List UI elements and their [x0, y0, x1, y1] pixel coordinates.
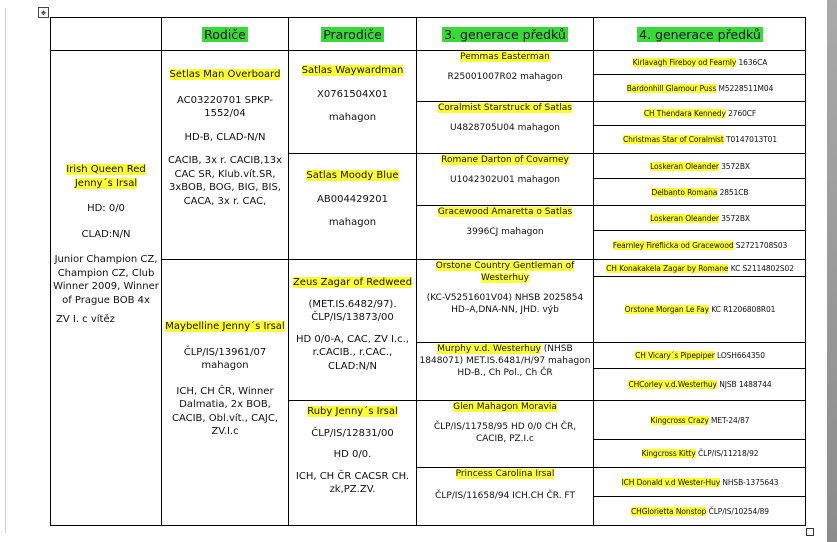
header-parents: Rodiče — [204, 26, 246, 42]
gen3-6: Murphy v.d. Westerhuy (NHSB 1848071) MET.IS.6481/H/97 mahagon HD-B., Ch Pol., Ch ČR — [419, 344, 591, 379]
gen3-3: Romane Darton of Covarney U1042302U01 mahagon — [441, 155, 569, 186]
subject-hd: HD: 0/0 — [87, 203, 125, 214]
dam-reg: ČLP/IS/13961/07 — [183, 346, 267, 358]
subject-cell — [53, 163, 159, 327]
gen4-13: Kingcross Crazy MET-24/87 — [650, 415, 750, 425]
gen4-16: CHGlorietta Nonstop ČLP/IS/10254/89 — [631, 507, 769, 516]
gen4-8: Fearnley Fireflicka od Gracewood S2721708S03 — [612, 240, 788, 250]
document-top-margin — [0, 0, 837, 5]
pedigree-table — [50, 17, 806, 526]
gen4-5: Loskeran Oleander 3572BX — [650, 161, 750, 171]
dam-cell — [163, 320, 287, 439]
gen4-12: CHCorley v.d.Westerhuy NJSB 1488744 — [628, 380, 772, 389]
header-gen4: 4. generace předků — [639, 26, 761, 42]
grandparent-2: Satlas Moody Blue AB004429201 mahagon — [306, 170, 399, 228]
gen4-14: Kingcross Kitty ČLP/IS/11218/92 — [641, 449, 759, 458]
subject-zv: ZV I. c vítěz — [56, 314, 115, 325]
page-margin-line — [5, 8, 6, 533]
subject-name: Irish Queen Red Jenny´s Irsal — [66, 164, 146, 189]
subject-titles: Junior Champion CZ, Champion CZ, Club Winner 2009, Winner of Prague BOB 4x — [53, 254, 159, 306]
gen4-1: Kirlavagh Fireboy od Fearnly 1636CA — [632, 58, 768, 67]
subject-clad: CLAD:N/N — [81, 228, 131, 240]
gen4-6: Delbanto Romana 2851CB — [651, 187, 749, 197]
gen4-11: CH Vicary´s Pipepiper LOSH664350 — [635, 351, 765, 360]
sire-health: HD-B, CLAD-N/N — [184, 131, 266, 143]
dam-color: mahagon — [201, 360, 249, 371]
gen4-9: CH Konakakela Zagar by Romane KC S2114802S02 — [606, 263, 794, 273]
gen4-3: CH Thendara Kennedy 2760CF — [643, 109, 757, 118]
gen3-8: Princess Carolina Irsal ČLP/IS/11658/94 ICH.CH ČR. FT — [435, 469, 575, 502]
table-move-handle-icon[interactable]: ✥ — [38, 7, 49, 18]
grandparent-1: Satlas Waywardman X0761504X01 mahagon — [301, 65, 404, 123]
gen4-10: Orstone Morgan Le Fay KC R1206808R01 — [624, 305, 776, 314]
gen4-7: Loskeran Oleander 3572BX — [650, 213, 750, 223]
sire-cell — [163, 68, 287, 208]
gen3-4: Gracewood Amaretta o Satlas 3996CJ mahagon — [437, 207, 573, 238]
sire-name: Setlas Man Overboard — [169, 69, 281, 80]
dam-titles: ICH, CH ČR, Winner Dalmatia, 2x BOB, CACIB, Obl.vít., CAJC, ZV.I.c — [171, 385, 279, 437]
grandparent-4: Ruby Jenny´s Irsal ČLP/IS/12831/00 HD 0/0. ICH, CH ČR CACSR CH. zk,PZ.ZV. — [295, 406, 410, 495]
gen3-5: Orstone Country Gentleman of Westerhuy (KC-V5251601V04) NHSB 2025854 HD–A,DNA-NN, JHD. výb — [426, 261, 584, 316]
sire-titles: CACIB, 3x r. CACIB,13x CAC SR, Klub.vít.SR, 3xBOB, BOG, BIG, BIS, CACA, 3x r. CAC, — [167, 155, 283, 207]
gen3-7: Glen Mahagon Moravia ČLP/IS/11758/95 HD 0/0 CH ČR, CACIB, PZ.I.c — [433, 402, 577, 445]
gen3-2: Coralmist Starstruck of Satlas U4828705U04 mahagon — [438, 103, 572, 134]
grandparent-3: Zeus Zagar of Redweed (MET.IS.6482/97). ČLP/IS/13873/00 HD 0/0-A, CAC, ZV I.c., r.CACIB., r.CAC., CLAD:N/N — [292, 277, 413, 372]
gen4-4: Christmas Star of Coralmist T0147013T01 — [622, 135, 778, 144]
sire-reg: AC03220701 SPKP-1552/04 — [176, 94, 274, 119]
gen3-1: Pemmas Easterman R25001007R02 mahagon — [447, 52, 563, 83]
header-gen3: 3. generace předků — [444, 26, 566, 42]
gen4-2: Bardonhill Glamour Puss M5228511M04 — [626, 83, 774, 93]
header-grandparents: Prarodiče — [323, 26, 382, 42]
window-scrollbar[interactable] — [827, 0, 837, 542]
table-resize-handle[interactable] — [806, 528, 814, 536]
gen4-15: ICH Donald v.d Wester-Huy NHSB-1375643 — [621, 477, 779, 487]
dam-name: Maybelline Jenny´s Irsal — [165, 321, 285, 332]
